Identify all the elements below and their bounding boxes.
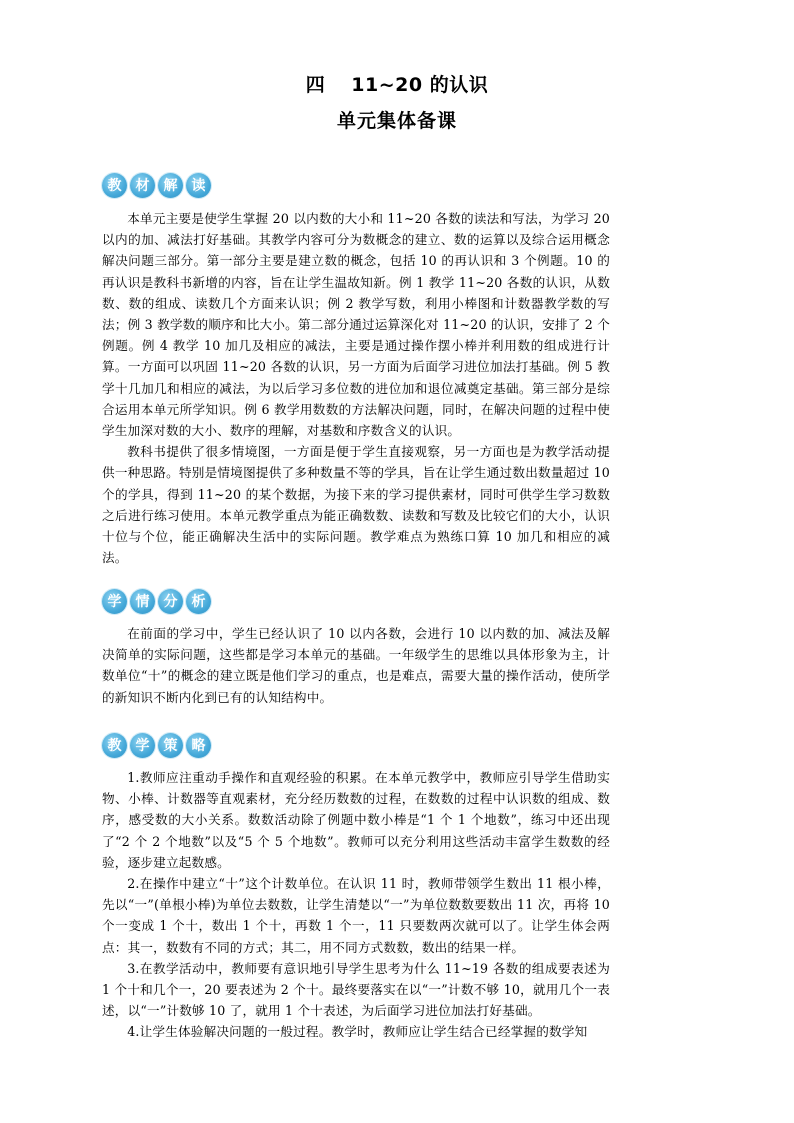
badge-char: 析 — [186, 589, 211, 614]
unit-number: 四 — [305, 74, 326, 96]
section-badge — [102, 170, 211, 200]
badge-char: 读 — [186, 173, 211, 198]
badge-char: 教 — [102, 173, 127, 198]
paragraph: 在前面的学习中，学生已经认识了 10 以内各数，会进行 10 以内数的加、减法及解决简单的实际问题，这些都是学习本单元的基础。一年级学生的思维以具体形象为主，计数单位“十”的概念的建立既是他们学习的重点，也是难点，需要大量的操作活动，使所学的新知识不断内化到已有的认知结构中。 — [102, 626, 610, 705]
paragraph: 1.教师应注重动手操作和直观经验的积累。在本单元教学中，教师应引导学生借助实物、小棒、计数器等直观素材，充分经历数数的过程，在数数的过程中认识数的组成、数序，感受数的大小关系。数数活动除了例题中数小棒是“1 个 1 个地数”，练习中还出现了“2 个 2 个地数”以及“5 个 5 个地数”。教师可以充分利用这些活动丰富学生数数的经验，逐步建立起数感。 — [102, 770, 610, 870]
badge-char: 分 — [158, 589, 183, 614]
section-badge — [102, 586, 211, 616]
badge-char: 策 — [158, 733, 183, 758]
badge-char: 材 — [130, 173, 155, 198]
badge-char: 情 — [130, 589, 155, 614]
section-badge — [102, 730, 211, 760]
section-learner-analysis — [102, 586, 610, 708]
badge-char: 略 — [186, 733, 211, 758]
badge-char: 解 — [158, 173, 183, 198]
badge-char: 学 — [130, 733, 155, 758]
section-textbook-analysis — [102, 170, 610, 568]
paragraph: 教科书提供了很多情境图，一方面是便于学生直接观察，另一方面也是为教学活动提供一种思路。特别是情境图提供了多种数量不等的学具，旨在让学生通过数出数量超过 10 个的学具，得到 11~20 的某个数据，为接下来的学习提供素材，同时可供学生学习数数之后进行练习使用。本单元教学重点为能正确数数、读数和写数及比较它们的大小，认识十位与个位，能正确解决生活中的实际问题。教学难点为熟练口算 10 加几和相应的减法。 — [102, 444, 610, 566]
section-teaching-strategy — [102, 730, 610, 1043]
paragraph: 本单元主要是使学生掌握 20 以内数的大小和 11~20 各数的读法和写法，为学习 20 以内的加、减法打好基础。其教学内容可分为数概念的建立、数的运算以及综合运用概念解决问题三部分。第一部分主要是建立数的概念，包括 10 的再认识和 3 个例题。10 的再认识是教科书新增的内容，旨在让学生温故知新。例 1 教学 11~20 各数的认识，从数数、数的组成、读数几个方面来认识；例 2 教学写数，利用小棒图和计数器教学数的写法；例 3 教学数的顺序和比大小。第二部分通过运算深化对 11~20 的认识，安排了 2 个例题。例 4 教学 10 加几及相应的减法，主要是通过操作摆小棒并利用数的组成进行计算。一方面可以巩固 11~20 各数的认识，另一方面为后面学习进位加法打基础。例 5 教学十几加几和相应的减法，为以后学习多位数的进位加和退位减奠定基础。第三部分是综合运用本单元所学知识。例 6 教学用数数的方法解决问题，同时，在解决问题的过程中使学生加深对数的大小、数序的理解，对基数和序数含义的认识。 — [102, 211, 610, 439]
paragraph: 2.在操作中建立“十”这个计数单位。在认识 11 时，教师带领学生数出 11 根小棒，先以“一”(单根小棒)为单位去数数，让学生清楚以“一”为单位数数要数出 11 次，再将 10 个一变成 1 个十，数出 1 个十，再数 1 个一，11 只要数两次就可以了。让学生体会两点：其一，数数有不同的方式；其二，用不同方式数数，数出的结果一样。 — [102, 876, 610, 955]
paragraph: 3.在教学活动中，教师要有意识地引导学生思考为什么 11~19 各数的组成要表述为 1 个十和几个一，20 要表述为 2 个十。最终要落实在以“一”计数不够 10，就用几个一表述，以“一”计数够 10 了，就用 1 个十表述，为后面学习进位加法打好基础。 — [102, 960, 610, 1019]
unit-title — [0, 70, 794, 97]
page-subtitle: 单元集体备课 — [336, 110, 457, 132]
paragraph: 4.让学生体验解决问题的一般过程。教学时，教师应让学生结合已经掌握的数学知 — [127, 1024, 588, 1040]
badge-char: 学 — [102, 589, 127, 614]
unit-title-text: 11~20 的认识 — [351, 74, 489, 96]
badge-char: 教 — [102, 733, 127, 758]
